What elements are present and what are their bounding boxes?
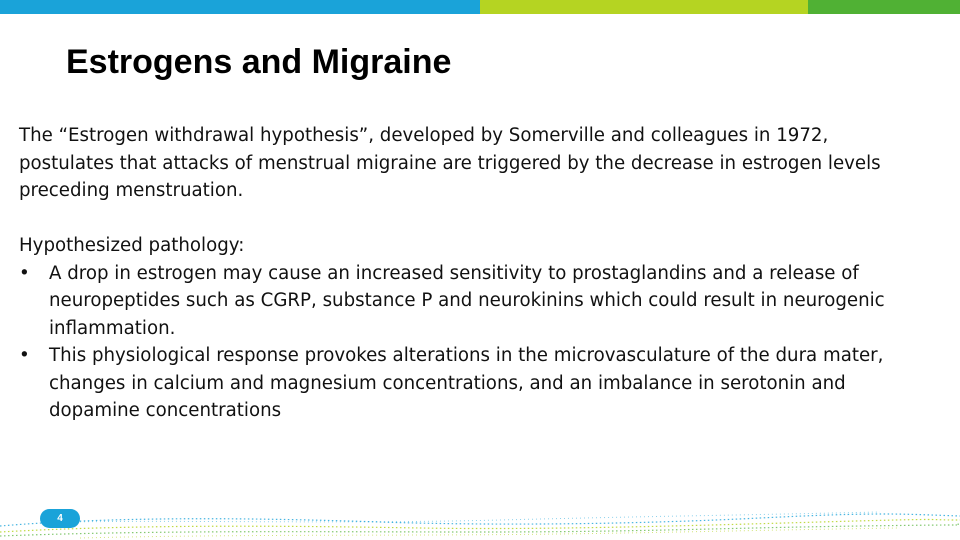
intro-line-1: The “Estrogen withdrawal hypothesis”, developed by Somerville and colleagues in 1972, (19, 125, 829, 146)
bullet-line: This physiological response provokes alterations in the microvasculature of the dura mater, (49, 345, 884, 366)
bullet-item (19, 342, 944, 425)
bullet-item (19, 260, 944, 343)
intro-paragraph (19, 122, 944, 205)
bullet-icon: • (19, 345, 30, 366)
bullet-line: neuropeptides such as CGRP, substance P and neurokinins which could result in neurogenic (49, 290, 885, 311)
pathology-subheading: Hypothesized pathology: (19, 235, 245, 256)
pathology-bullet-list (19, 260, 944, 425)
bullet-line: dopamine concentrations (49, 400, 282, 421)
top-color-bar (0, 0, 960, 14)
slide-title: Estrogens and Migraine (66, 43, 452, 81)
bullet-line: inflammation. (49, 317, 176, 339)
top-bar-blue-segment (0, 0, 480, 14)
bullet-line: A drop in estrogen may cause an increased sensitivity to prostaglandins and a release of (49, 262, 859, 284)
top-bar-lime-segment (480, 0, 808, 14)
bullet-icon: • (19, 262, 30, 284)
intro-line-3: preceding menstruation. (19, 180, 244, 201)
bullet-line: changes in calcium and magnesium concentrations, and an imbalance in serotonin and (49, 372, 846, 394)
top-bar-green-segment (808, 0, 960, 14)
paragraph-spacer (19, 205, 944, 233)
page-number-badge: 4 (40, 509, 80, 528)
decorative-wave-lines (0, 496, 960, 540)
intro-line-2: postulates that attacks of menstrual migraine are triggered by the decrease in estrogen levels (19, 152, 881, 174)
slide-body (19, 122, 944, 425)
